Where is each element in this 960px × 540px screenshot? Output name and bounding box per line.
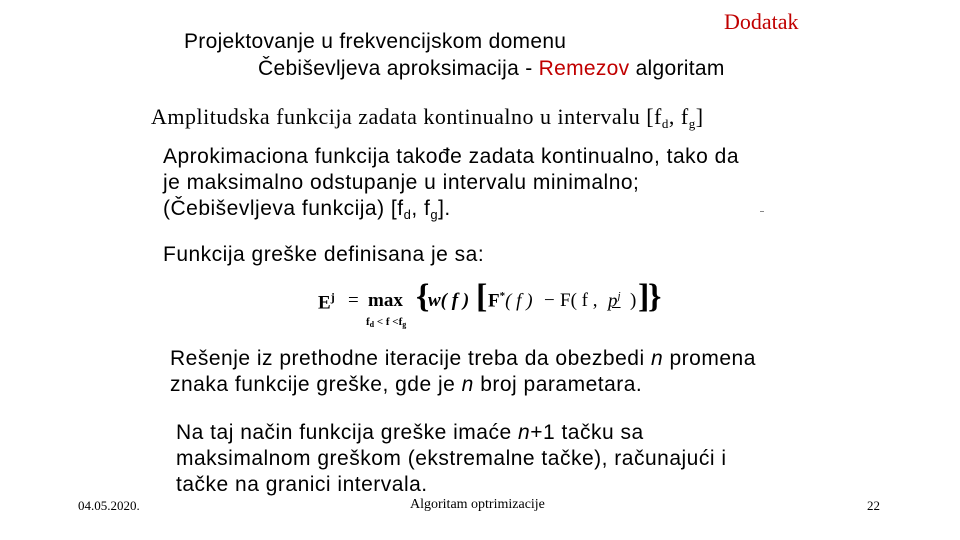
formula-close-paren: )	[630, 290, 637, 311]
formula-equals: =	[348, 290, 359, 311]
range-rel: < f <f	[374, 316, 403, 328]
p2-line1: Aprokimaciona funkcija takođe zadata kontinualno, tako da	[163, 145, 740, 168]
p4-line1-b: promena	[663, 347, 756, 370]
formula-minus: −	[544, 290, 555, 311]
formula-weight: w( f )	[428, 290, 470, 311]
formula-p-vector	[608, 290, 621, 312]
p1-end: ]	[695, 104, 704, 129]
slide-subtitle	[258, 57, 725, 81]
subtitle-highlight: Remezov	[538, 57, 630, 80]
p5-line2: maksimalnom greškom (ekstremalne tačke), računajući i	[176, 447, 727, 470]
formula-e-sup: j	[330, 290, 335, 304]
paragraph-amplitude	[151, 104, 704, 130]
p4-n: n	[650, 347, 664, 370]
p-sup: j	[617, 290, 621, 302]
p1-text: Amplitudska funkcija zadata kontinualno u intervalu [f	[151, 104, 662, 129]
p4-line1	[170, 346, 756, 372]
p4-line2-a: znaka funkcije greške, gde je	[170, 373, 462, 396]
p1-mid: , f	[668, 104, 689, 129]
paragraph-extremal-points	[176, 420, 727, 498]
formula-right-brace: }	[648, 278, 662, 315]
footer-center: Algoritam optrimizacije	[410, 497, 545, 512]
fstar-arg: ( f )	[505, 290, 533, 312]
p2-line3-end: ].	[438, 197, 451, 220]
p2-line3-text: (Čebiševljeva funkcija) [f	[163, 197, 404, 220]
subtitle-suffix: algoritam	[629, 57, 725, 80]
p4-n2: n	[461, 373, 474, 396]
p5-line1	[176, 420, 727, 446]
p1-sub-d: d	[661, 116, 669, 131]
p2-sub-d: d	[403, 207, 412, 222]
paragraph-previous-iteration	[170, 346, 756, 398]
p2-line2: je maksimalno odstupanje u intervalu minimalno;	[163, 171, 640, 194]
paragraph-approximation	[163, 144, 739, 222]
p4-line1-a: Rešenje iz prethodne iteracije treba da obezbedi	[170, 347, 651, 370]
appendix-label: Dodatak	[724, 9, 799, 34]
fstar-sup: *	[499, 290, 506, 302]
p4-line2	[170, 372, 756, 398]
formula-max-range	[366, 316, 406, 328]
range-sub-d: d	[369, 320, 375, 329]
formula-e: E	[318, 292, 331, 314]
p5-n: n	[518, 421, 531, 444]
formula-left-bracket: [	[476, 278, 488, 315]
p5-line1-a: Na taj način funkcija greške imaće	[176, 421, 518, 444]
subtitle-prefix: Čebiševljeva aproksimacija -	[258, 57, 539, 80]
slide-title-line1: Projektovanje u frekvencijskom domenu	[184, 30, 567, 53]
formula-fstar	[488, 290, 533, 312]
range-f: f	[366, 316, 370, 328]
paragraph-error-definition: Funkcija greške definisana je sa:	[163, 243, 485, 266]
formula-lhs	[318, 290, 335, 314]
p5-line3: tačke na granici intervala.	[176, 473, 428, 496]
formula-right-bracket: ]	[638, 278, 650, 315]
p2-line3-mid: , f	[411, 197, 431, 220]
stray-mark	[760, 211, 764, 212]
range-sub-g: g	[402, 320, 407, 329]
slide-title	[184, 30, 566, 54]
formula-max: max	[368, 290, 403, 311]
footer-date: 04.05.2020.	[78, 498, 140, 513]
fstar-f: F	[488, 290, 500, 312]
p2-sub-g: g	[430, 207, 439, 222]
footer-page-number: 22	[867, 498, 880, 513]
p-vec: p	[608, 290, 618, 312]
p2-line3	[163, 196, 739, 222]
p4-line2-b: broj parametara.	[473, 373, 643, 396]
p1-sub-g: g	[688, 116, 696, 131]
formula-left-brace: {	[416, 278, 430, 315]
error-formula	[318, 278, 662, 332]
p5-line1-b: +1 tačku sa	[530, 421, 644, 444]
formula-f-approx: F( f ,	[560, 290, 598, 311]
